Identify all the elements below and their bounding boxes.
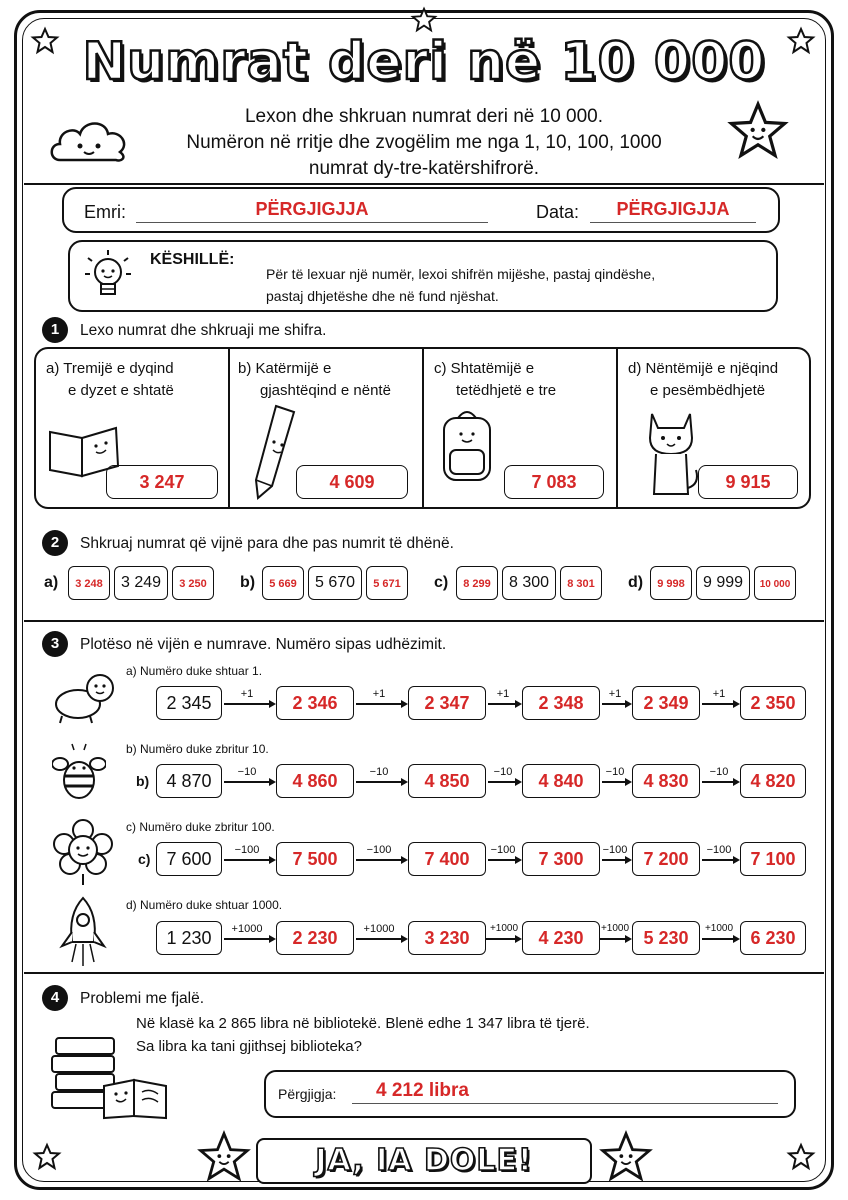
answer-value: 3 230	[424, 928, 470, 948]
star-icon	[32, 1142, 62, 1172]
answer-box[interactable]	[106, 465, 218, 499]
rocket-icon	[58, 896, 108, 968]
answer-value: 2 347	[424, 693, 470, 713]
start-box	[156, 921, 222, 955]
objective-line: Lexon dhe shkruan numrat deri në 10 000.	[244, 106, 604, 127]
answer-value: 4 212 libra	[376, 1080, 469, 1101]
step-arrow	[602, 686, 632, 720]
exercise-1-instruction: Lexo numrat dhe shkruaji me shifra.	[80, 322, 327, 339]
arrow-head	[625, 856, 632, 864]
arrow-head	[401, 935, 408, 943]
exercise-4-number: 4	[42, 985, 68, 1011]
exercise-1d-prompt	[628, 358, 778, 402]
arrow-line	[702, 938, 733, 940]
answer-box[interactable]	[276, 842, 354, 876]
step-label: −100	[490, 844, 516, 856]
item-prefix: a)	[46, 360, 60, 377]
answer-value: 2 230	[292, 928, 338, 948]
exercise-4-heading: Problemi me fjalë.	[80, 990, 205, 1007]
arrow-head	[401, 778, 408, 786]
smiling-star-icon	[726, 100, 790, 164]
answer-box[interactable]	[276, 921, 354, 955]
arrow-head	[625, 778, 632, 786]
after-box[interactable]	[172, 566, 214, 600]
arrow-line	[602, 859, 625, 861]
answer-box[interactable]	[276, 686, 354, 720]
answer-value: 2 346	[292, 693, 338, 713]
arrow-line	[488, 703, 515, 705]
cat-icon	[640, 404, 702, 500]
answer-box[interactable]	[522, 686, 600, 720]
problem-line: Sa libra ka tani gjithsej biblioteka?	[136, 1038, 362, 1055]
given-value: 9 999	[702, 574, 744, 591]
answer-box[interactable]	[504, 465, 604, 499]
step-arrow	[356, 686, 408, 720]
start-value: 2 345	[166, 693, 212, 713]
flower-icon	[50, 818, 116, 886]
prompt-line: Katërmijë e	[255, 360, 332, 377]
arrow-line	[702, 859, 733, 861]
arrow-line	[702, 781, 733, 783]
arrow-line	[356, 938, 401, 940]
step-label: −10	[369, 766, 389, 778]
after-box[interactable]	[366, 566, 408, 600]
group-prefix: b)	[240, 574, 256, 591]
arrow-head	[515, 778, 522, 786]
step-label: +1000	[600, 923, 630, 934]
step-arrow	[356, 842, 408, 876]
arrow-line	[224, 703, 269, 705]
answer-value: 6 230	[750, 928, 796, 948]
answer-value: 7 300	[538, 849, 584, 869]
answer-value: 4 830	[643, 771, 689, 791]
arrow-head	[625, 935, 632, 943]
prompt-line: Tremijë e dyqind	[63, 360, 174, 377]
arrow-head	[625, 700, 632, 708]
step-arrow	[224, 921, 276, 955]
turtle-icon	[50, 666, 120, 726]
answer-box[interactable]	[522, 842, 600, 876]
before-box[interactable]	[68, 566, 110, 600]
step-label: −100	[706, 844, 732, 856]
after-box[interactable]	[560, 566, 602, 600]
row-instruction: b) Numëro duke zbritur 10.	[126, 742, 269, 756]
row-instruction: a) Numëro duke shtuar 1.	[126, 664, 263, 678]
step-label: +1	[608, 688, 622, 700]
arrow-head	[515, 700, 522, 708]
arrow-head	[515, 935, 522, 943]
exercise-2-number: 2	[42, 530, 68, 556]
answer-box[interactable]	[296, 465, 408, 499]
arrow-head	[733, 778, 740, 786]
answer-box[interactable]	[408, 686, 486, 720]
arrow-head	[269, 935, 276, 943]
name-answer: PËRGJIGJJA	[255, 199, 369, 219]
answer-box[interactable]	[408, 842, 486, 876]
lightbulb-icon	[82, 248, 134, 306]
step-arrow	[488, 764, 522, 798]
smiling-star-icon	[196, 1130, 252, 1186]
before-box[interactable]	[456, 566, 498, 600]
divider	[24, 183, 824, 185]
name-field[interactable]	[136, 199, 488, 223]
answer-box[interactable]	[740, 764, 806, 798]
arrow-head	[401, 856, 408, 864]
date-field[interactable]	[590, 199, 756, 223]
tip-text	[266, 263, 655, 307]
start-value: 4 870	[166, 771, 212, 791]
learning-objectives	[120, 104, 728, 182]
problem-line: Në klasë ka 2 865 libra në bibliotekë. Blenë edhe 1 347 libra të tjerë.	[136, 1015, 590, 1032]
arrow-head	[733, 856, 740, 864]
step-arrow	[224, 764, 276, 798]
before-box[interactable]	[650, 566, 692, 600]
step-label: +1	[240, 688, 254, 700]
answer-box[interactable]	[408, 764, 486, 798]
bee-icon	[52, 742, 106, 802]
arrow-head	[733, 700, 740, 708]
answer-box[interactable]	[740, 686, 806, 720]
divider	[24, 972, 824, 974]
after-box[interactable]	[754, 566, 796, 600]
tip-line: pastaj dhjetëshe dhe në fund njëshat.	[266, 288, 499, 304]
exercise-1a-prompt	[46, 358, 174, 402]
item-prefix: d)	[628, 360, 642, 377]
arrow-line	[488, 859, 515, 861]
step-label: −10	[605, 766, 625, 778]
step-arrow	[488, 842, 522, 876]
before-value: 8 299	[463, 578, 491, 590]
step-label: −10	[493, 766, 513, 778]
arrow-line	[224, 938, 269, 940]
divider	[422, 349, 424, 507]
after-value: 5 671	[373, 578, 401, 590]
date-answer: PËRGJIGJJA	[616, 199, 730, 219]
arrow-line	[356, 703, 401, 705]
answer-box[interactable]	[632, 764, 700, 798]
answer-box[interactable]	[698, 465, 798, 499]
arrow-head	[401, 700, 408, 708]
answer-value: 2 348	[538, 693, 584, 713]
answer-box[interactable]	[522, 921, 600, 955]
prompt-line: e pesëmbëdhjetë	[650, 382, 766, 399]
step-label: +1	[372, 688, 386, 700]
item-prefix: c)	[434, 360, 447, 377]
before-value: 3 248	[75, 578, 103, 590]
step-label: +1	[712, 688, 726, 700]
start-box	[156, 842, 222, 876]
step-label: +1000	[231, 923, 263, 935]
start-box	[156, 764, 222, 798]
arrow-line	[486, 938, 515, 940]
answer-value: 7 100	[750, 849, 796, 869]
answer-value: 7 200	[643, 849, 689, 869]
answer-value: 4 860	[292, 771, 338, 791]
arrow-line	[602, 781, 625, 783]
answer-value: 4 609	[329, 472, 375, 492]
answer-box[interactable]	[740, 921, 806, 955]
step-arrow	[224, 686, 276, 720]
step-label: +1	[496, 688, 510, 700]
objective-line: numrat dy-tre-katërshifrorë.	[308, 158, 540, 179]
given-box	[114, 566, 168, 600]
step-arrow	[702, 686, 740, 720]
arrow-line	[224, 781, 269, 783]
tip-line: Për të lexuar një numër, lexoi shifrën mijëshe, pastaj qindëshe,	[266, 266, 656, 282]
row-instruction: d) Numëro duke shtuar 1000.	[126, 898, 283, 912]
step-label: +1000	[363, 923, 395, 935]
after-value: 8 301	[567, 578, 595, 590]
answer-value: 9 915	[725, 472, 771, 492]
step-label: +1000	[704, 923, 734, 934]
answer-box[interactable]	[276, 764, 354, 798]
start-value: 1 230	[166, 928, 212, 948]
answer-value: 4 850	[424, 771, 470, 791]
answer-value: 7 500	[292, 849, 338, 869]
after-value: 3 250	[179, 578, 207, 590]
footer-banner: JA, IA DOLE!	[256, 1138, 592, 1184]
row-prefix: c)	[138, 851, 151, 867]
arrow-head	[733, 935, 740, 943]
step-label: −100	[234, 844, 260, 856]
arrow-line	[600, 938, 625, 940]
given-value: 5 670	[314, 574, 356, 591]
smiling-star-icon	[598, 1130, 654, 1186]
objective-line: Numëron në rritje dhe zvogëlim me nga 1, 10, 100, 1000	[186, 132, 662, 153]
item-prefix: b)	[238, 360, 252, 377]
page-title: Numrat deri në 10 000	[82, 32, 766, 92]
step-arrow	[700, 921, 740, 955]
answer-box[interactable]	[632, 921, 700, 955]
answer-box[interactable]	[632, 686, 700, 720]
step-arrow	[602, 764, 632, 798]
prompt-line: gjashtëqind e nëntë	[260, 382, 391, 399]
tip-heading: KËSHILLË:	[150, 251, 235, 268]
arrow-head	[515, 856, 522, 864]
after-value: 10 000	[759, 579, 791, 590]
exercise-2-instruction: Shkruaj numrat që vijnë para dhe pas numrit të dhënë.	[80, 535, 454, 552]
books-icon	[50, 1028, 170, 1120]
step-arrow	[598, 921, 632, 955]
prompt-line: Nëntëmijë e njëqind	[645, 360, 779, 377]
arrow-line	[356, 781, 401, 783]
answer-value: 3 247	[139, 472, 185, 492]
answer-value: 4 820	[750, 771, 796, 791]
step-label: −100	[602, 844, 628, 856]
step-label: +1000	[489, 923, 519, 934]
arrow-head	[269, 856, 276, 864]
answer-value: 2 350	[750, 693, 796, 713]
star-icon	[410, 6, 438, 34]
group-prefix: c)	[434, 574, 449, 591]
answer-value: 4 840	[538, 771, 584, 791]
divider	[228, 349, 230, 507]
given-box	[696, 566, 750, 600]
divider	[616, 349, 618, 507]
step-label: −10	[237, 766, 257, 778]
step-arrow	[224, 842, 276, 876]
step-arrow	[602, 842, 632, 876]
answer-value: 2 349	[643, 693, 689, 713]
step-arrow	[702, 764, 740, 798]
prompt-line: Shtatëmijë e	[450, 360, 535, 377]
answer-box[interactable]	[740, 842, 806, 876]
divider	[24, 620, 824, 622]
start-box	[156, 686, 222, 720]
pencil-icon	[246, 402, 302, 502]
arrow-head	[269, 700, 276, 708]
name-label: Emri:	[84, 202, 126, 222]
step-arrow	[702, 842, 740, 876]
answer-box[interactable]	[522, 764, 600, 798]
answer-value: 7 400	[424, 849, 470, 869]
answer-value: 5 230	[643, 928, 689, 948]
arrow-line	[702, 703, 733, 705]
prompt-line: tetëdhjetë e tre	[456, 382, 557, 399]
star-icon	[786, 1142, 816, 1172]
exercise-3-instruction: Plotëso në vijën e numrave. Numëro sipas udhëzimit.	[80, 636, 447, 653]
given-box	[308, 566, 362, 600]
exercise-3-number: 3	[42, 631, 68, 657]
backpack-icon	[434, 404, 500, 486]
date-label: Data:	[536, 202, 580, 222]
group-prefix: a)	[44, 574, 59, 591]
step-arrow	[488, 686, 522, 720]
given-value: 8 300	[508, 574, 550, 591]
before-value: 5 669	[269, 578, 297, 590]
answer-label: Përgjigja:	[278, 1086, 337, 1102]
arrow-head	[269, 778, 276, 786]
start-value: 7 600	[166, 849, 212, 869]
exercise-1c-prompt	[434, 358, 556, 402]
row-instruction: c) Numëro duke zbritur 100.	[126, 820, 275, 834]
arrow-line	[224, 859, 269, 861]
step-arrow	[486, 921, 522, 955]
arrow-line	[356, 859, 401, 861]
answer-value: 4 230	[538, 928, 584, 948]
step-arrow	[356, 764, 408, 798]
group-prefix: d)	[628, 574, 644, 591]
row-prefix: b)	[136, 773, 150, 789]
before-value: 9 998	[657, 578, 685, 590]
answer-box[interactable]	[632, 842, 700, 876]
exercise-1b-prompt	[238, 358, 391, 402]
step-label: −10	[709, 766, 729, 778]
exercise-1-number: 1	[42, 317, 68, 343]
answer-field[interactable]	[352, 1080, 778, 1104]
prompt-line: e dyzet e shtatë	[68, 382, 174, 399]
answer-value: 7 083	[531, 472, 577, 492]
arrow-line	[602, 703, 625, 705]
given-box	[502, 566, 556, 600]
answer-box[interactable]	[408, 921, 486, 955]
step-arrow	[356, 921, 408, 955]
arrow-line	[488, 781, 515, 783]
before-box[interactable]	[262, 566, 304, 600]
step-label: −100	[366, 844, 392, 856]
given-value: 3 249	[120, 574, 162, 591]
